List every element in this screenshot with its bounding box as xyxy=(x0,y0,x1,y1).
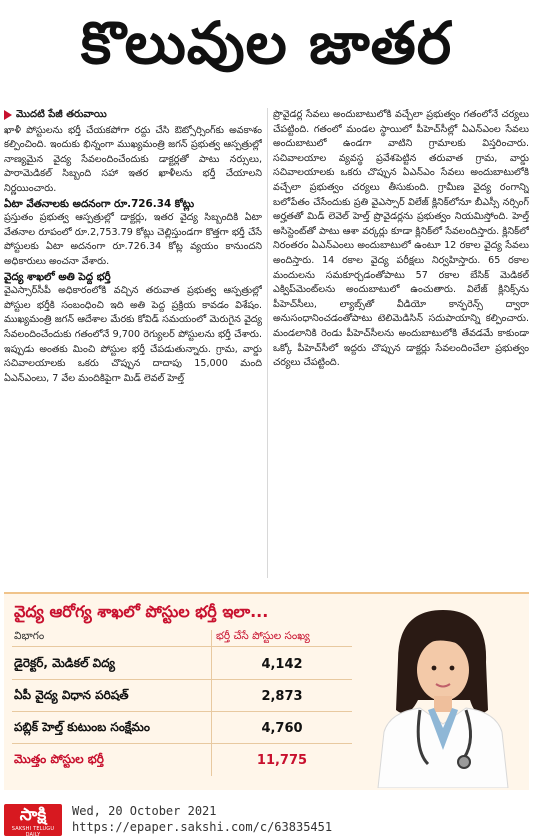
headline: కొలువుల జాతర xyxy=(80,8,453,77)
department-name: పబ్లిక్ హెల్త్ కుటుంబ సంక్షేమం xyxy=(14,719,150,734)
department-name: ఏపీ వైద్య విధాన పరిషత్ xyxy=(14,687,129,702)
row-divider xyxy=(12,711,352,712)
info-box-title: వైద్య ఆరోగ్య శాఖలో పోస్టుల భర్తీ ఇలా... xyxy=(14,602,269,621)
doctor-illustration xyxy=(358,600,524,788)
header-divider xyxy=(12,646,352,647)
table-row-total xyxy=(12,746,352,774)
article-paragraph-1: ఖాళీ పోస్టులను భర్తీ చేయకపోగా రద్దు చేసి ఔట్సోర్సింగ్‌కు అవకాశం కల్పించింది. ఇందుకు భిన్నంగా ముఖ్యమంత్రి జగన్ ప్రభుత్వ ఆస్పత్రుల్లో నాణ్యమైన వైద్య సేవలందించేందుకు డాక్టర్లతో పాటు నర్సులు, పారామెడికల్ సిబ్బంది సహా ఇతర ఖాళీలను భర్తీ చేయాలని నిర్ణయించారు. xyxy=(4,124,262,194)
kicker-text: మొదటి పేజీ తరువాయి xyxy=(16,109,107,120)
row-divider xyxy=(12,743,352,744)
table-row xyxy=(12,714,352,742)
continued-kicker xyxy=(4,108,262,123)
row-divider xyxy=(12,679,352,680)
table-row xyxy=(12,650,352,678)
logo-tagline: SAKSHI TELUGU DAILY xyxy=(11,826,55,838)
department-name: డైరెక్టర్, మెడికల్ విద్య xyxy=(14,655,116,670)
posts-count: 2,873 xyxy=(261,688,303,704)
total-count: 11,775 xyxy=(256,752,308,768)
article-paragraph-2: ప్రస్తుతం ప్రభుత్వ ఆస్పత్రుల్లో డాక్టర్లు, ఇతర వైద్య సిబ్బందికి ఏటా వేతనాల రూపంలో రూ.2,753.79 కోట్లు చెల్లిస్తుండగా కొత్తగా భర్తీ చేసే పోస్టులకు ఏటా అదనంగా రూ.726.34 కోట్ల వ్యయం కానుందని అధికారులు అంచనా వేశారు. xyxy=(4,212,262,267)
subheading-largest-recruitment: వైద్య శాఖలో అతి పెద్ద భర్తీ xyxy=(4,270,111,283)
column-divider xyxy=(267,108,268,578)
publication-date: Wed, 20 October 2021 xyxy=(72,804,217,818)
posts-count: 4,760 xyxy=(261,720,303,736)
posts-count: 4,142 xyxy=(261,656,303,672)
footer xyxy=(0,800,533,840)
red-triangle-bullet-icon xyxy=(4,110,12,120)
table-row xyxy=(12,682,352,710)
article-paragraph-4: ప్రొవైడర్ల సేవలు అందుబాటులోకి వచ్చేలా ప్రభుత్వం గతంలోనే చర్యలు చేపట్టింది. గతంలో మండల స్థాయిలో పీహెచ్‌సీల్లో ఏఎన్‌ఎంల సేవలు అందుబాటులో ఉండగా వాటిని గ్రామాలకు విస్తరించారు. సచివాలయాల వ్యవస్థ ప్రవేశపెట్టిన తరువాత గ్రామ, వార్డు సచివాలయాలకు ఒకరు చొప్పున ఏఎన్‌ఎం సేవలు అందుబాటులోకి వచ్చేలా ప్రభుత్వం చర్యలు తీసుకుంది. గ్రామీణ వైద్య రంగాన్ని బలోపేతం చేసేందుకు ప్రతి వైఎస్సార్ విలేజ్ క్లినిక్‌లోనూ బీఎస్సీ నర్సింగ్ అర్హతతో మిడ్ లెవెల్ హెల్త్ ప్రొవైడర్లను ప్రభుత్వం నియమిస్తోంది. హెల్త్ అసిస్టెంట్‌తో పాటు ఆశా వర్కర్లు కూడా క్లినిక్‌లో సేవలందిస్తారు. క్లినిక్‌లో నిరంతరం ఏఎన్‌ఎంలు అందుబాటులో ఉంటూ 12 రకాల వైద్య సేవలు అందిస్తారు. 14 రకాల వైద్య పరీక్షలు నిర్వహిస్తారు. 65 రకాల మందులను సమకూర్చడంతోపాటు 57 రకాల బేసిక్ మెడికల్ ఎక్విప్‌మెంట్‌లను అందుబాటులో ఉంచుతారు. విలేజ్ క్లినిక్స్‌ను పీహెచ్‌సీలు, ల్యాబ్స్‌తో వీడియో కాన్ఫరెన్స్ ద్వారా అనుసంధానించడంతోపాటు టెలిమెడిసిన్ సదుపాయాన్ని కల్పించారు. మండలానికి రెండు పీహెచ్‌సీలను అందుబాటులోకి తేవడమే కాకుండా ఒక్కో పీహెచ్‌సీలో ఇద్దరు చొప్పున డాక్టర్లు సేవలందించేలా ప్రభుత్వం చర్యలు చేపట్టింది. xyxy=(273,109,529,369)
subheading-salary: ఏటా వేతనాలకు అదనంగా రూ.726.34 కోట్లు xyxy=(4,197,195,210)
epaper-link[interactable]: https://epaper.sakshi.com/c/63835451 xyxy=(72,820,333,834)
article-column-left xyxy=(4,108,262,584)
logo-mark: సాక్షి xyxy=(19,805,47,825)
column-header-posts: భర్తీ చేసే పోస్టుల సంఖ్య xyxy=(216,630,310,642)
article-column-right xyxy=(273,108,529,584)
article-body xyxy=(4,108,529,584)
total-label: మొత్తం పోస్టుల భర్తీ xyxy=(14,751,104,766)
column-header-department: విభాగం xyxy=(14,630,45,642)
article-paragraph-3: వైఎస్సార్‌సీపీ అధికారంలోకి వచ్చిన తరువాత ప్రభుత్వ ఆస్పత్రుల్లో పోస్టుల భర్తీకి సంబంధించి ఇది అతి పెద్ద ప్రక్రియ కావడం విశేషం. ముఖ్యమంత్రి జగన్ ఆదేశాల మేరకు కోవిడ్ సమయంలో మెరుగైన వైద్య సేవలందించేందుకు గతంలోనే 9,700 రెగ్యులర్ పోస్టులను భర్తీ చేశారు. ఇప్పుడు అంతకు మించి పోస్టుల భర్తీ చేపడుతున్నారు. గ్రామ, వార్డు సచివాలయాలకు ఒకరు చొప్పున దాదాపు 15,000 మంది ఏఎన్‌ఎంలు, 7 వేల మందికిపైగా మిడ్ లెవల్ హెల్త్ xyxy=(4,285,262,384)
sakshi-logo[interactable] xyxy=(4,804,62,836)
